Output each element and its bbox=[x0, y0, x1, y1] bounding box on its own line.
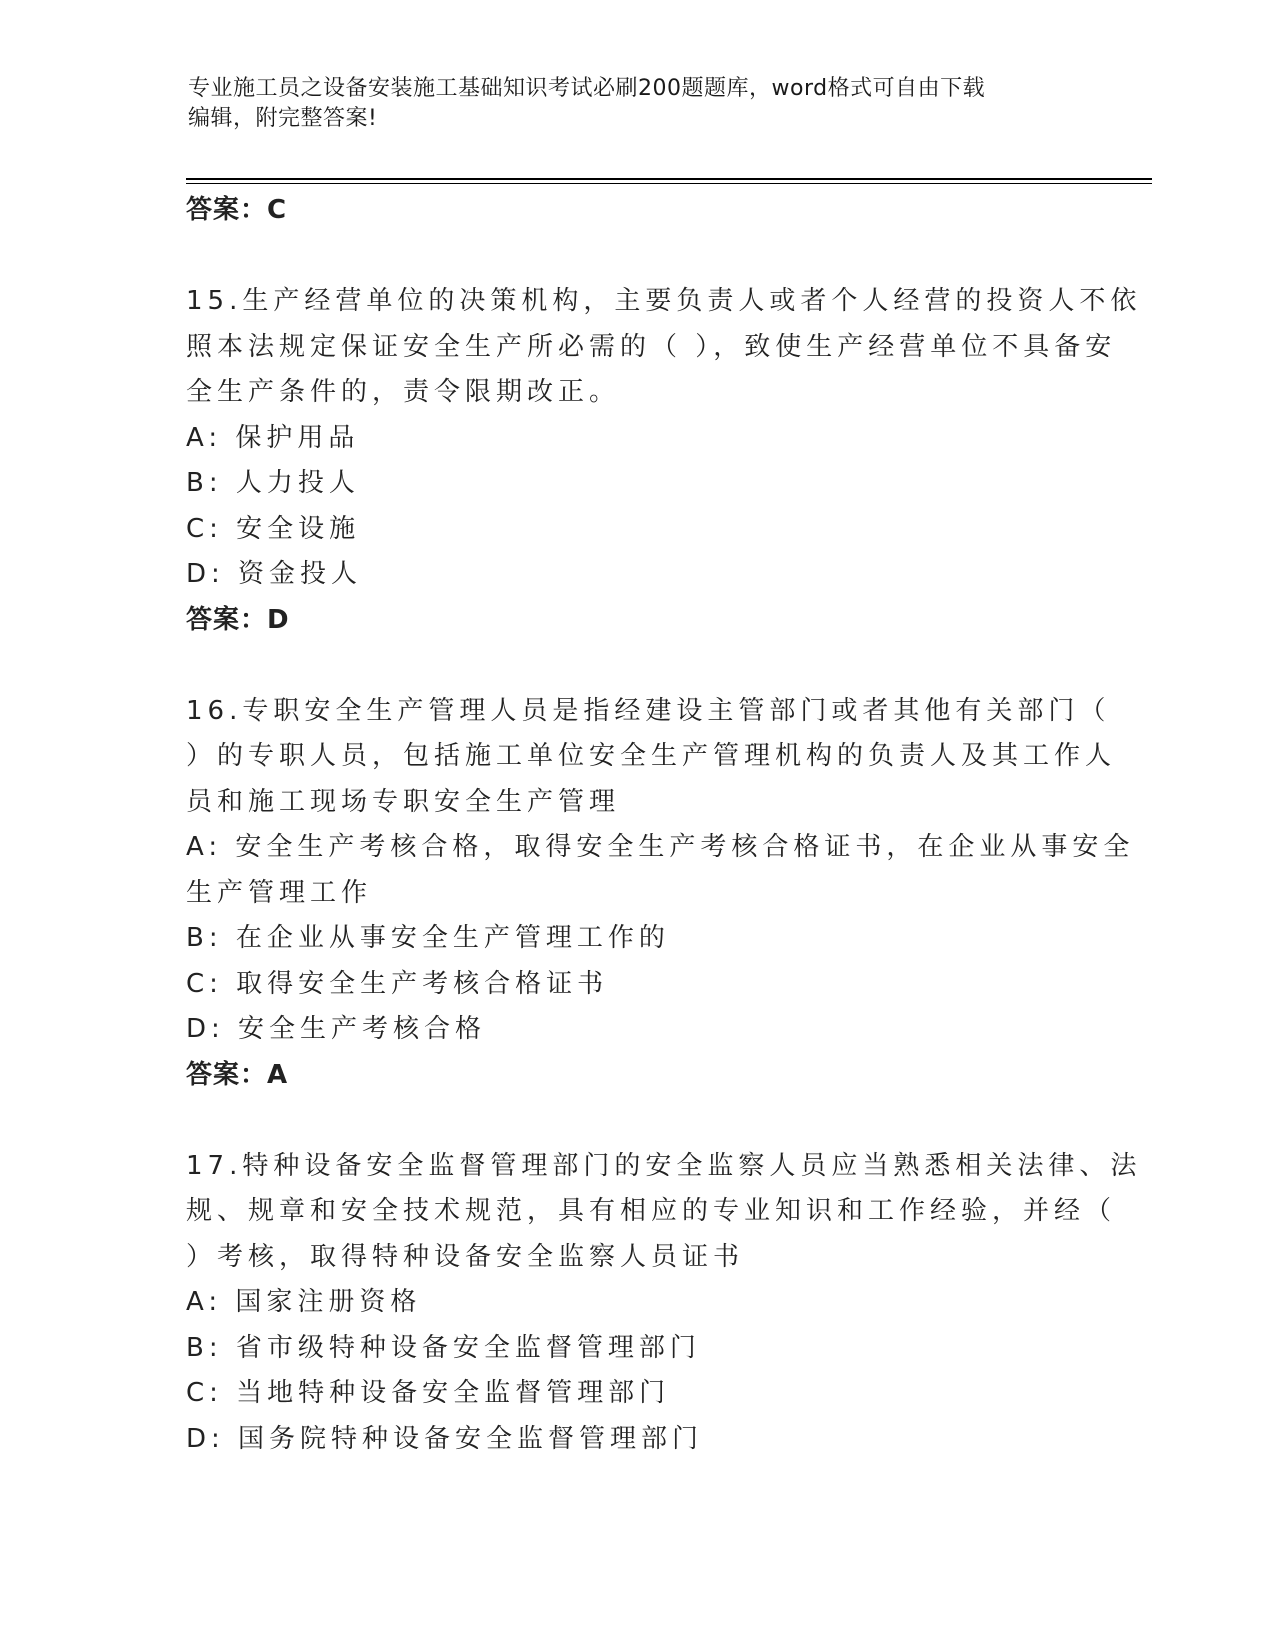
question-17-option-b: B: 省市级特种设备安全监督管理部门 bbox=[186, 1332, 701, 1363]
page-header bbox=[188, 74, 1068, 134]
question-16 bbox=[186, 689, 1135, 1099]
question-15 bbox=[186, 279, 1142, 643]
question-16-option-a-line-1: A: 安全生产考核合格，取得安全生产考核合格证书，在企业从事安全 bbox=[186, 832, 1135, 862]
question-16-option-b: B: 在企业从事安全生产管理工作的 bbox=[186, 923, 670, 953]
header-divider-thick bbox=[186, 178, 1152, 180]
question-16-text-line-3: 员和施工现场专职安全生产管理 bbox=[186, 786, 621, 817]
question-16-text-line-2: ）的专职人员，包括施工单位安全生产管理机构的负责人及其工作人 bbox=[186, 741, 1117, 771]
question-16-option-d: D: 安全生产考核合格 bbox=[186, 1014, 487, 1044]
question-15-option-c: C: 安全设施 bbox=[186, 513, 361, 544]
question-17-text-line-1: 17.特种设备安全监督管理部门的安全监察人员应当熟悉相关法律、法 bbox=[186, 1150, 1142, 1181]
document-body bbox=[186, 188, 1142, 1462]
question-15-option-d: D: 资金投人 bbox=[186, 559, 363, 589]
question-15-text-line-1: 15.生产经营单位的决策机构，主要负责人或者个人经营的投资人不依 bbox=[186, 286, 1142, 316]
header-text-line-2: 编辑，附完整答案! bbox=[188, 106, 378, 131]
spacer bbox=[186, 643, 1086, 689]
question-16-option-a-line-2: 生产管理工作 bbox=[186, 877, 373, 908]
question-17-option-d: D: 国务院特种设备安全监督管理部门 bbox=[186, 1423, 704, 1454]
question-16-answer: 答案：A bbox=[186, 1059, 289, 1090]
question-15-option-b: B: 人力投人 bbox=[186, 468, 360, 498]
question-17 bbox=[186, 1144, 1142, 1463]
answer-previous: 答案：C bbox=[186, 195, 288, 225]
question-17-option-c: C: 当地特种设备安全监督管理部门 bbox=[186, 1378, 671, 1408]
question-16-text-line-1: 16.专职安全生产管理人员是指经建设主管部门或者其他有关部门（ bbox=[186, 695, 1111, 726]
header-text-line-1: 专业施工员之设备安装施工基础知识考试必刷200题题库，word格式可自由下载 bbox=[188, 76, 986, 101]
question-16-option-c: C: 取得安全生产考核合格证书 bbox=[186, 968, 609, 999]
question-15-option-a: A: 保护用品 bbox=[186, 422, 360, 453]
header-divider-thin bbox=[186, 183, 1152, 184]
question-15-answer: 答案：D bbox=[186, 604, 290, 635]
question-17-option-a: A: 国家注册资格 bbox=[186, 1287, 422, 1317]
question-17-text-line-3: ）考核，取得特种设备安全监察人员证书 bbox=[186, 1241, 745, 1272]
question-17-text-line-2: 规、规章和安全技术规范，具有相应的专业知识和工作经验，并经（ bbox=[186, 1196, 1117, 1226]
spacer bbox=[186, 234, 1086, 280]
spacer bbox=[186, 1098, 1086, 1144]
question-15-text-line-2: 照本法规定保证安全生产所必需的（ ），致使生产经营单位不具备安 bbox=[186, 331, 1117, 362]
question-15-text-line-3: 全生产条件的，责令限期改正。 bbox=[186, 377, 621, 407]
